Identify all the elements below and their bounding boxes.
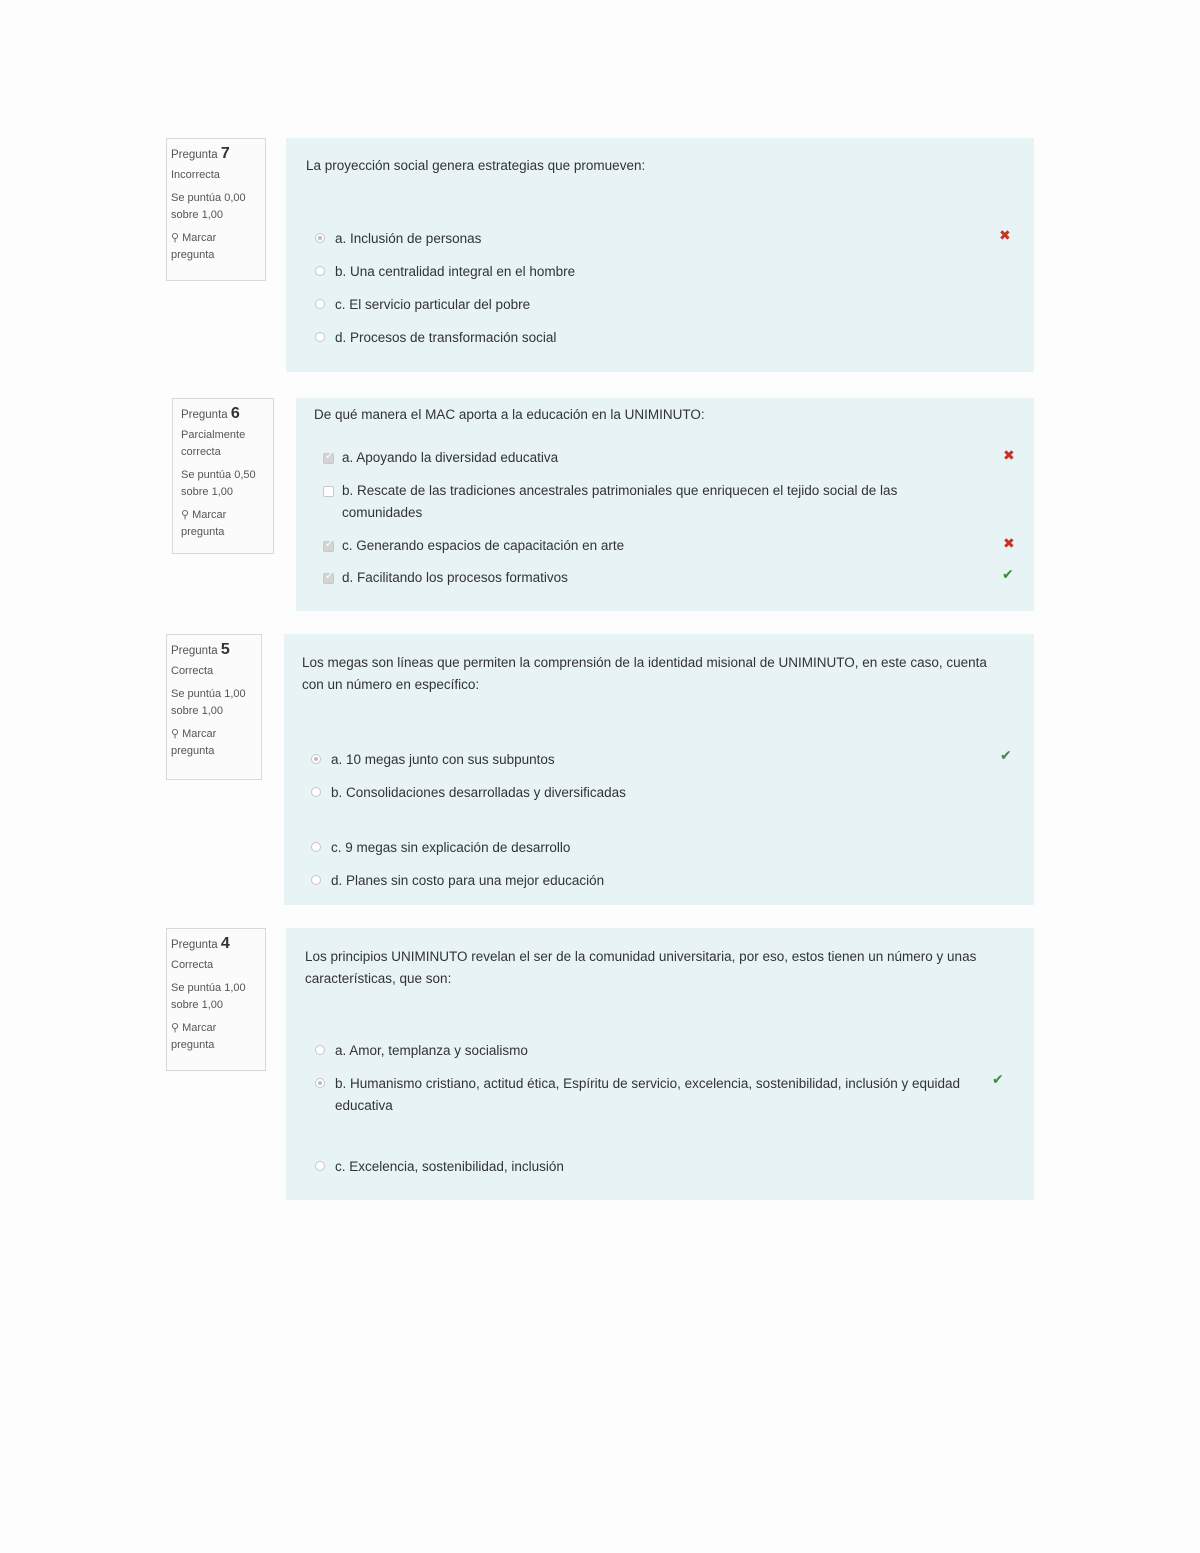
question-state: Correcta (171, 665, 214, 677)
option-label[interactable]: c. El servicio particular del pobre (335, 297, 531, 312)
question-grade: Se puntúa 1,00 sobre 1,00 (171, 982, 246, 1011)
flag-icon: ⚲ (171, 1022, 180, 1034)
question-grade: Se puntúa 0,00 sobre 1,00 (171, 192, 246, 221)
option-radio[interactable] (315, 1045, 325, 1055)
option-radio[interactable] (315, 266, 325, 276)
option-label[interactable]: b. Humanismo cristiano, actitud ética, Espíritu de servicio, excelencia, sostenibilidad, inclusión y equidad educativa (335, 1076, 961, 1113)
cross-icon: ✖ (1003, 536, 1015, 552)
flag-question-link[interactable]: ⚲ Marcar pregunta (171, 1022, 217, 1051)
option-radio[interactable] (315, 1078, 325, 1088)
question-text: De qué manera el MAC aporta a la educación en la UNIMINUTO: (314, 407, 705, 422)
question-info-7 (166, 138, 266, 281)
option-label[interactable]: a. Inclusión de personas (335, 231, 482, 246)
flag-icon: ⚲ (171, 232, 180, 244)
option-label[interactable]: c. 9 megas sin explicación de desarrollo (331, 840, 571, 855)
option-radio[interactable] (311, 875, 321, 885)
question-state: Parcialmente correcta (181, 429, 246, 458)
question-text: Los megas son líneas que permiten la comprensión de la identidad misional de UNIMINUTO, en este caso, cuenta con un número en específico: (302, 655, 987, 692)
question-text: Los principios UNIMINUTO revelan el ser de la comunidad universitaria, por eso, estos tienen un número y unas características, que son: (305, 949, 977, 986)
option-label[interactable]: b. Rescate de las tradiciones ancestrales patrimoniales que enriquecen el tejido social de las comunidades (342, 483, 898, 520)
question-number: Pregunta 5 (171, 641, 230, 658)
option-checkbox[interactable] (323, 573, 334, 584)
option-label[interactable]: b. Consolidaciones desarrolladas y diversificadas (331, 785, 626, 800)
option-label[interactable]: a. Apoyando la diversidad educativa (342, 450, 559, 465)
option-label[interactable]: d. Facilitando los procesos formativos (342, 570, 568, 585)
question-number: Pregunta 6 (181, 405, 240, 422)
question-grade: Se puntúa 1,00 sobre 1,00 (171, 688, 246, 717)
option-label[interactable]: d. Planes sin costo para una mejor educación (331, 873, 605, 888)
question-info-6 (172, 398, 274, 554)
question-number: Pregunta 4 (171, 935, 230, 952)
flag-question-link[interactable]: ⚲ Marcar pregunta (171, 232, 217, 261)
option-checkbox[interactable] (323, 453, 334, 464)
question-number: Pregunta 7 (171, 145, 230, 162)
option-label[interactable]: c. Generando espacios de capacitación en arte (342, 538, 625, 553)
option-label[interactable]: d. Procesos de transformación social (335, 330, 557, 345)
option-checkbox[interactable] (323, 541, 334, 552)
cross-icon: ✖ (1003, 448, 1015, 464)
flag-icon: ⚲ (171, 728, 180, 740)
option-radio[interactable] (311, 842, 321, 852)
question-state: Incorrecta (171, 169, 220, 181)
option-label[interactable]: a. Amor, templanza y socialismo (335, 1043, 528, 1058)
question-grade: Se puntúa 0,50 sobre 1,00 (181, 469, 256, 498)
option-radio[interactable] (311, 754, 321, 764)
option-label[interactable]: c. Excelencia, sostenibilidad, inclusión (335, 1159, 564, 1174)
option-radio[interactable] (315, 233, 325, 243)
option-checkbox[interactable] (323, 486, 334, 497)
option-label[interactable]: a. 10 megas junto con sus subpuntos (331, 752, 555, 767)
cross-icon: ✖ (999, 228, 1011, 244)
flag-question-link[interactable]: ⚲ Marcar pregunta (171, 728, 217, 757)
option-radio[interactable] (315, 1161, 325, 1171)
flag-icon: ⚲ (181, 509, 190, 521)
option-radio[interactable] (315, 332, 325, 342)
option-radio[interactable] (315, 299, 325, 309)
question-info-4 (166, 928, 266, 1071)
check-icon: ✔ (1000, 748, 1012, 764)
option-radio[interactable] (311, 787, 321, 797)
question-state: Correcta (171, 959, 214, 971)
question-text: La proyección social genera estrategias que promueven: (306, 158, 646, 173)
check-icon: ✔ (1002, 567, 1014, 583)
flag-question-link[interactable]: ⚲ Marcar pregunta (181, 509, 227, 538)
check-icon: ✔ (992, 1072, 1004, 1088)
question-info-5 (166, 634, 262, 780)
option-label[interactable]: b. Una centralidad integral en el hombre (335, 264, 576, 279)
